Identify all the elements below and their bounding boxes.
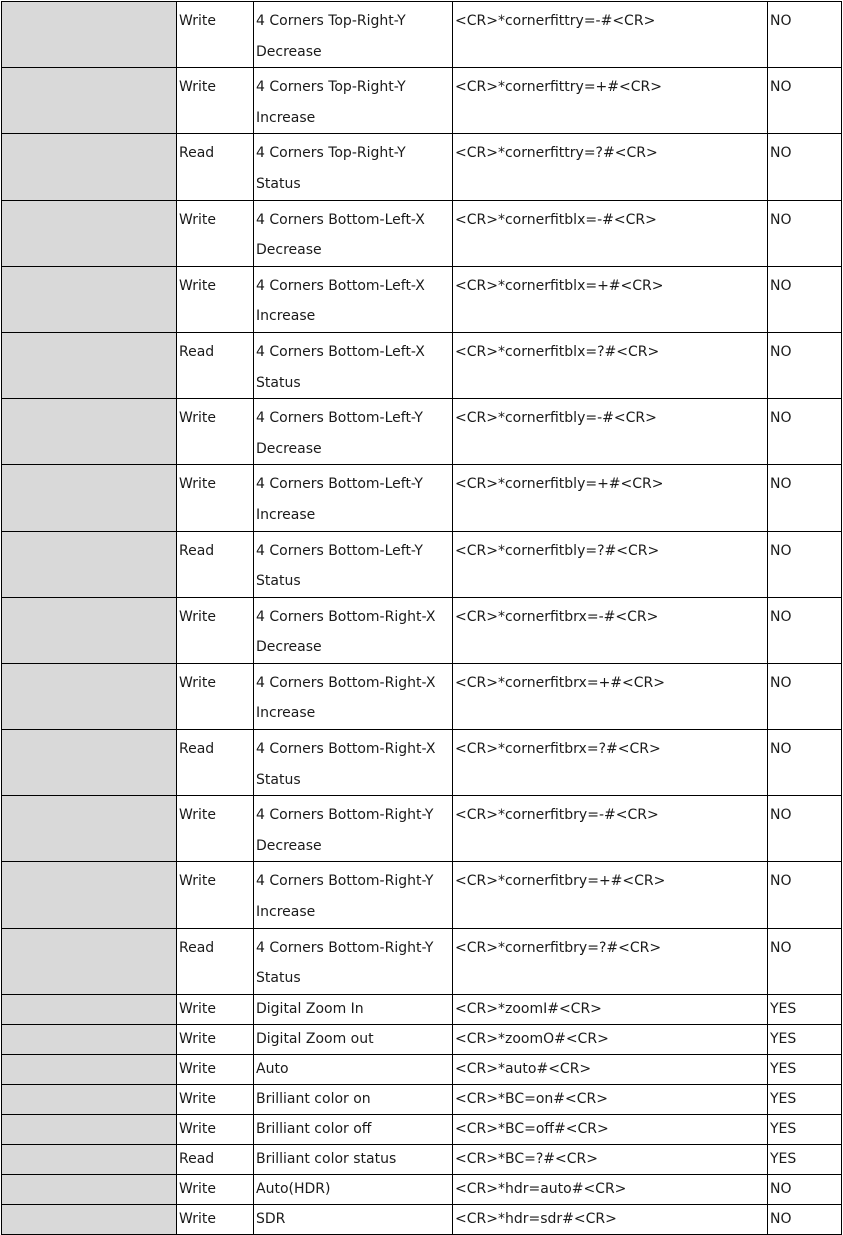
table-row: [2, 2, 842, 68]
category-cell: [2, 994, 177, 1024]
table-row: [2, 1114, 842, 1144]
type-cell: Write: [177, 796, 254, 862]
table-row: [2, 531, 842, 597]
table-row: [2, 399, 842, 465]
command-table-wrapper: [1, 1, 842, 1235]
flag-cell: NO: [768, 200, 842, 266]
command-cell: <CR>*cornerfitblx=+#<CR>: [453, 266, 768, 332]
type-cell: Write: [177, 200, 254, 266]
category-cell: [2, 134, 177, 200]
command-cell: <CR>*cornerfitbly=-#<CR>: [453, 399, 768, 465]
command-cell: <CR>*auto#<CR>: [453, 1054, 768, 1084]
flag-cell: NO: [768, 597, 842, 663]
function-cell: 4 Corners Bottom-Left-Y Decrease: [254, 399, 453, 465]
type-cell: Write: [177, 465, 254, 531]
table-row: [2, 134, 842, 200]
command-cell: <CR>*hdr=auto#<CR>: [453, 1174, 768, 1204]
command-cell: <CR>*cornerfittry=+#<CR>: [453, 68, 768, 134]
category-cell: [2, 862, 177, 928]
flag-cell: NO: [768, 399, 842, 465]
category-cell: [2, 1174, 177, 1204]
flag-cell: NO: [768, 663, 842, 729]
function-cell: 4 Corners Bottom-Right-X Increase: [254, 663, 453, 729]
table-row: [2, 1174, 842, 1204]
command-table-body: [2, 2, 842, 1235]
command-cell: <CR>*cornerfitbry=-#<CR>: [453, 796, 768, 862]
command-cell: <CR>*hdr=sdr#<CR>: [453, 1204, 768, 1234]
flag-cell: NO: [768, 2, 842, 68]
command-cell: <CR>*cornerfitbly=+#<CR>: [453, 465, 768, 531]
category-cell: [2, 465, 177, 531]
flag-cell: NO: [768, 796, 842, 862]
command-cell: <CR>*cornerfitbrx=-#<CR>: [453, 597, 768, 663]
category-cell: [2, 1204, 177, 1234]
table-row: [2, 1204, 842, 1234]
table-row: [2, 597, 842, 663]
type-cell: Write: [177, 266, 254, 332]
command-cell: <CR>*cornerfitbrx=?#<CR>: [453, 730, 768, 796]
flag-cell: YES: [768, 994, 842, 1024]
command-cell: <CR>*cornerfitbrx=+#<CR>: [453, 663, 768, 729]
table-row: [2, 1054, 842, 1084]
category-cell: [2, 1144, 177, 1174]
function-cell: Digital Zoom out: [254, 1024, 453, 1054]
type-cell: Write: [177, 68, 254, 134]
type-cell: Read: [177, 134, 254, 200]
command-table: [1, 1, 842, 1235]
category-cell: [2, 663, 177, 729]
type-cell: Write: [177, 1114, 254, 1144]
type-cell: Write: [177, 1024, 254, 1054]
type-cell: Write: [177, 597, 254, 663]
type-cell: Read: [177, 928, 254, 994]
category-cell: [2, 928, 177, 994]
flag-cell: NO: [768, 1174, 842, 1204]
category-cell: [2, 332, 177, 398]
command-cell: <CR>*zoomI#<CR>: [453, 994, 768, 1024]
table-row: [2, 266, 842, 332]
type-cell: Write: [177, 663, 254, 729]
table-row: [2, 1144, 842, 1174]
command-cell: <CR>*cornerfitbry=?#<CR>: [453, 928, 768, 994]
function-cell: SDR: [254, 1204, 453, 1234]
command-cell: <CR>*cornerfittry=?#<CR>: [453, 134, 768, 200]
table-row: [2, 862, 842, 928]
category-cell: [2, 730, 177, 796]
function-cell: 4 Corners Bottom-Left-Y Increase: [254, 465, 453, 531]
type-cell: Write: [177, 862, 254, 928]
table-row: [2, 332, 842, 398]
type-cell: Read: [177, 531, 254, 597]
function-cell: Digital Zoom In: [254, 994, 453, 1024]
function-cell: Brilliant color off: [254, 1114, 453, 1144]
table-row: [2, 1024, 842, 1054]
command-cell: <CR>*zoomO#<CR>: [453, 1024, 768, 1054]
type-cell: Write: [177, 399, 254, 465]
command-cell: <CR>*cornerfittry=-#<CR>: [453, 2, 768, 68]
type-cell: Write: [177, 1204, 254, 1234]
function-cell: 4 Corners Bottom-Right-Y Increase: [254, 862, 453, 928]
function-cell: 4 Corners Bottom-Right-Y Decrease: [254, 796, 453, 862]
function-cell: 4 Corners Bottom-Left-X Increase: [254, 266, 453, 332]
type-cell: Write: [177, 994, 254, 1024]
category-cell: [2, 266, 177, 332]
function-cell: 4 Corners Bottom-Right-X Status: [254, 730, 453, 796]
table-row: [2, 465, 842, 531]
category-cell: [2, 399, 177, 465]
category-cell: [2, 1054, 177, 1084]
table-row: [2, 68, 842, 134]
function-cell: 4 Corners Bottom-Right-Y Status: [254, 928, 453, 994]
flag-cell: YES: [768, 1114, 842, 1144]
function-cell: Brilliant color status: [254, 1144, 453, 1174]
category-cell: [2, 1114, 177, 1144]
category-cell: [2, 597, 177, 663]
command-cell: <CR>*BC=on#<CR>: [453, 1084, 768, 1114]
command-cell: <CR>*cornerfitblx=?#<CR>: [453, 332, 768, 398]
type-cell: Write: [177, 1054, 254, 1084]
function-cell: Auto(HDR): [254, 1174, 453, 1204]
function-cell: 4 Corners Top-Right-Y Decrease: [254, 2, 453, 68]
function-cell: 4 Corners Bottom-Left-X Decrease: [254, 200, 453, 266]
flag-cell: NO: [768, 134, 842, 200]
flag-cell: NO: [768, 531, 842, 597]
flag-cell: NO: [768, 730, 842, 796]
category-cell: [2, 1024, 177, 1054]
flag-cell: YES: [768, 1084, 842, 1114]
flag-cell: NO: [768, 68, 842, 134]
table-row: [2, 663, 842, 729]
command-cell: <CR>*cornerfitblx=-#<CR>: [453, 200, 768, 266]
table-row: [2, 1084, 842, 1114]
flag-cell: YES: [768, 1024, 842, 1054]
function-cell: 4 Corners Bottom-Left-Y Status: [254, 531, 453, 597]
command-cell: <CR>*cornerfitbly=?#<CR>: [453, 531, 768, 597]
type-cell: Write: [177, 1084, 254, 1114]
type-cell: Read: [177, 1144, 254, 1174]
category-cell: [2, 1084, 177, 1114]
category-cell: [2, 2, 177, 68]
flag-cell: NO: [768, 332, 842, 398]
category-cell: [2, 531, 177, 597]
flag-cell: NO: [768, 465, 842, 531]
table-row: [2, 994, 842, 1024]
function-cell: 4 Corners Top-Right-Y Increase: [254, 68, 453, 134]
function-cell: 4 Corners Top-Right-Y Status: [254, 134, 453, 200]
function-cell: 4 Corners Bottom-Right-X Decrease: [254, 597, 453, 663]
function-cell: Brilliant color on: [254, 1084, 453, 1114]
command-cell: <CR>*BC=off#<CR>: [453, 1114, 768, 1144]
table-row: [2, 796, 842, 862]
flag-cell: NO: [768, 1204, 842, 1234]
command-cell: <CR>*cornerfitbry=+#<CR>: [453, 862, 768, 928]
function-cell: 4 Corners Bottom-Left-X Status: [254, 332, 453, 398]
flag-cell: NO: [768, 928, 842, 994]
flag-cell: YES: [768, 1054, 842, 1084]
table-row: [2, 928, 842, 994]
flag-cell: YES: [768, 1144, 842, 1174]
flag-cell: NO: [768, 266, 842, 332]
category-cell: [2, 796, 177, 862]
flag-cell: NO: [768, 862, 842, 928]
category-cell: [2, 200, 177, 266]
command-cell: <CR>*BC=?#<CR>: [453, 1144, 768, 1174]
type-cell: Read: [177, 332, 254, 398]
type-cell: Read: [177, 730, 254, 796]
table-row: [2, 200, 842, 266]
type-cell: Write: [177, 2, 254, 68]
function-cell: Auto: [254, 1054, 453, 1084]
table-row: [2, 730, 842, 796]
category-cell: [2, 68, 177, 134]
type-cell: Write: [177, 1174, 254, 1204]
